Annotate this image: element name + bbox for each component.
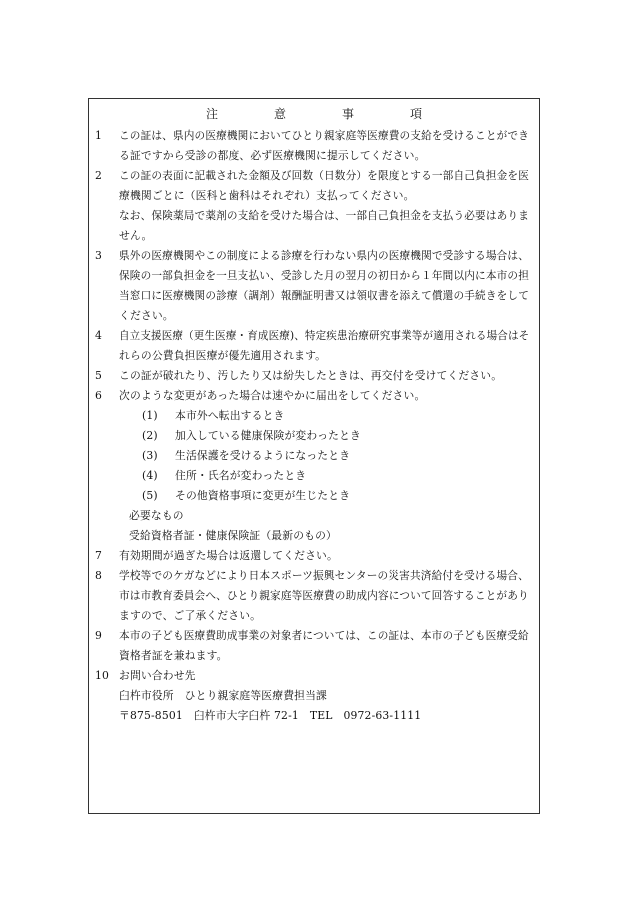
contact-address-text: 〒875-8501 臼杵市大字臼杵 72-1 TEL 0972-63-1111 [119,709,422,722]
change-item-number: (2) [142,429,158,442]
item-text: せん。 [119,229,153,242]
item-text: れらの公費負担医療が優先適用されます。 [119,349,327,362]
item-number: 4 [95,329,103,342]
item-text: 県外の医療機関やこの制度による診療を行わない県内の医療機関で受診する場合は、 [119,249,529,262]
notice-item-8-cont [95,606,531,626]
item-text: 療機関ごとに（医科と歯科はそれぞれ）支払ってください。 [119,189,415,202]
item-text: 資格者証を兼ねます。 [119,649,228,662]
item-text: この証の表面に記載された金額及び回数（日数分）を限度とする一部自己負担金を医 [119,169,529,182]
change-item-5 [95,486,531,506]
notice-item-9 [95,626,531,646]
item-text: この証は、県内の医療機関においてひとり親家庭等医療費の支給を受けることができ [119,129,529,142]
change-item-1 [95,406,531,426]
item-number: 6 [95,389,103,402]
item-number: 7 [95,549,103,562]
notice-item-3 [95,246,531,266]
change-item-text: その他資格事項に変更が生じたとき [175,489,351,502]
item-number: 9 [95,629,103,642]
item-number: 8 [95,569,103,582]
change-item-text: 加入している健康保険が変わったとき [175,429,361,442]
change-item-number: (1) [142,409,158,422]
change-item-number: (3) [142,449,158,462]
notice-item-1-cont [95,146,531,166]
item-text: ますので、ご了承ください。 [119,609,262,622]
change-item-4 [95,466,531,486]
item-number: 1 [95,129,103,142]
notice-item-1 [95,126,531,146]
notice-item-8 [95,566,531,586]
notice-body [95,126,531,726]
notice-item-2-cont [95,206,531,226]
notice-item-2-cont [95,226,531,246]
change-item-2 [95,426,531,446]
notice-item-7 [95,546,531,566]
item-number: 3 [95,249,103,262]
item-text: なお、保険薬局で薬剤の支給を受けた場合は、一部自己負担金を支払う必要はありま [119,209,529,222]
item-number: 5 [95,369,103,382]
item-text: る証ですから受診の都度、必ず医療機関に提示してください。 [119,149,426,162]
notice-item-6 [95,386,531,406]
item-text: ください。 [119,309,174,322]
item-text: 保険の一部負担金を一旦支払い、受診した月の翌月の初日から１年間以内に本市の担 [119,269,529,282]
notice-item-3-cont [95,306,531,326]
item-number: 10 [95,669,110,682]
contact-address [95,706,531,726]
item-text: お問い合わせ先 [119,669,196,682]
change-item-text: 生活保護を受けるようになったとき [175,449,351,462]
notice-item-5 [95,366,531,386]
contact-office-text: 臼杵市役所 ひとり親家庭等医療費担当課 [119,689,327,702]
notice-item-3-cont [95,266,531,286]
notice-title: 注 意 事 項 [205,107,444,121]
notice-item-9-cont [95,646,531,666]
contact-office [95,686,531,706]
needed-items-label [95,506,531,526]
needed-label-text: 必要なもの [129,509,184,522]
needed-items-value [95,526,531,546]
notice-item-4 [95,326,531,346]
item-text: 自立支援医療（更生医療・育成医療)、特定疾患治療研究事業等が適用される場合はそ [119,329,530,342]
change-item-number: (4) [142,469,158,482]
notice-item-2-cont [95,186,531,206]
item-text: 本市の子ども医療費助成事業の対象者については、この証は、本市の子ども医療受給 [119,629,529,642]
needed-value-text: 受給資格者証・健康保険証（最新のもの） [129,529,337,542]
notice-item-3-cont [95,286,531,306]
notice-item-2 [95,166,531,186]
change-item-number: (5) [142,489,158,502]
change-item-text: 住所・氏名が変わったとき [175,469,307,482]
item-text: 次のような変更があった場合は速やかに届出をしてください。 [119,389,426,402]
item-number: 2 [95,169,103,182]
change-item-3 [95,446,531,466]
item-text: 市は市教育委員会へ、ひとり親家庭等医療費の助成内容について回答することがあり [119,589,529,602]
notice-frame [88,98,540,814]
change-item-text: 本市外へ転出するとき [175,409,285,422]
item-text: この証が破れたり、汚したり又は紛失したときは、再交付を受けてください。 [119,369,503,382]
notice-item-4-cont [95,346,531,366]
item-text: 当窓口に医療機関の診療（調剤）報酬証明書又は領収書を添えて償還の手続きをして [119,289,529,302]
notice-item-10 [95,666,531,686]
item-text: 学校等でのケガなどにより日本スポーツ振興センターの災害共済給付を受ける場合、 [119,569,529,582]
item-text: 有効期間が過ぎた場合は返還してください。 [119,549,338,562]
notice-item-8-cont [95,586,531,606]
